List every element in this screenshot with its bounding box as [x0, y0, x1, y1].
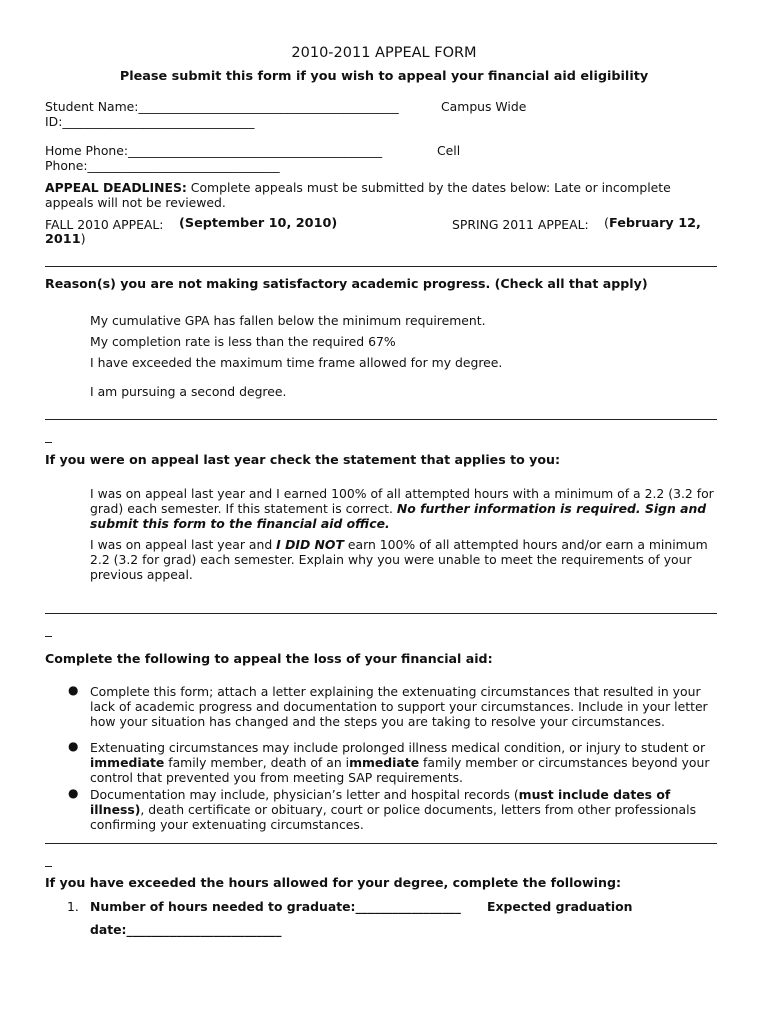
statement-2-text: I was on appeal last year and — [90, 537, 277, 552]
deadlines-label: APPEAL DEADLINES: — [45, 180, 187, 195]
reason-item[interactable]: My cumulative GPA has fallen below the minimum requirement. — [90, 313, 486, 328]
appeal-last-year-heading: If you were on appeal last year check the statement that applies to you: — [45, 452, 561, 467]
divider-stub — [45, 866, 52, 867]
loss-bullet-3 — [90, 787, 720, 832]
deadlines-text-2: appeals will not be reviewed. — [45, 195, 226, 210]
spring-appeal-label: SPRING 2011 APPEAL: — [452, 217, 589, 232]
deadlines-line — [45, 180, 671, 195]
loss-bullet-2 — [90, 740, 720, 785]
bullet-2-text: Extenuating circumstances may include prolonged illness medical condition, or injury to student or — [90, 740, 706, 755]
divider-stub — [45, 442, 52, 443]
spring-appeal-date — [604, 216, 701, 231]
bullet-dot: ● — [68, 683, 79, 697]
spring-date-open: ( — [604, 216, 609, 231]
loss-bullet-1: Complete this form; attach a letter explaining the extenuating circumstances that resulted in your lack of academic progress and documentation to support your circumstances. Include in your letter how your situation has changed and the steps you are taking to resolve your circumstances. — [90, 684, 708, 729]
bullet-3-emphasis: must include dates of illness) — [90, 787, 671, 817]
deadlines-text: Complete appeals must be submitted by the dates below: Late or incomplete — [186, 180, 671, 195]
spring-date-close: ) — [80, 232, 86, 247]
divider — [45, 843, 717, 844]
bullet-dot: ● — [68, 786, 79, 800]
bullet-3-text-end: , death certificate or obituary, court or police documents, letters from other professionals confirming your extenuating circumstances. — [90, 802, 697, 832]
spring-date-text: February 12, — [609, 216, 701, 231]
divider — [45, 613, 717, 614]
bullet-dot: ● — [68, 739, 79, 753]
reasons-heading: Reason(s) you are not making satisfactory academic progress. (Check all that apply) — [45, 276, 648, 291]
loss-heading: Complete the following to appeal the loss of your financial aid: — [45, 651, 493, 666]
cell-phone-field[interactable]: Phone:_______________________________ — [45, 158, 280, 173]
statement-2-emphasis: I DID NOT — [276, 537, 344, 552]
divider — [45, 419, 717, 420]
bullet-2-text-end: family member or circumstances beyond your control that prevented you from meeting SAP requirements. — [90, 755, 710, 785]
statement-1-text: I was on appeal last year and I earned 100% of all attempted hours with a minimum of a 2.2 (3.2 for grad) each semester. If this statement is correct. — [90, 486, 714, 516]
hours-item-number: 1. — [67, 899, 79, 914]
page-title: 2010-2011 APPEAL FORM — [291, 45, 477, 61]
divider — [45, 266, 717, 267]
page-subtitle: Please submit this form if you wish to appeal your financial aid eligibility — [119, 69, 649, 84]
campus-wide-label: Campus Wide — [441, 99, 527, 114]
divider-stub — [45, 636, 52, 637]
cell-label: Cell — [437, 143, 461, 158]
bullet-2-emphasis: immediate — [90, 755, 165, 770]
fall-appeal-date: (September 10, 2010) — [179, 216, 338, 231]
appeal-statement-1[interactable] — [90, 486, 720, 531]
fall-appeal-label: FALL 2010 APPEAL: — [45, 217, 164, 232]
home-phone-field[interactable]: Home Phone:_________________________________________ — [45, 143, 383, 158]
statement-1-emphasis: No further information is required. Sign and submit this form to the financial aid office. — [90, 501, 707, 531]
appeal-statement-2[interactable] — [90, 537, 720, 582]
reason-item[interactable]: My completion rate is less than the required 67% — [90, 334, 396, 349]
id-field[interactable]: ID:_______________________________ — [45, 114, 255, 129]
student-name-field[interactable]: Student Name:__________________________________________ — [45, 99, 399, 114]
reason-item[interactable]: I have exceeded the maximum time frame allowed for my degree. — [90, 355, 503, 370]
bullet-2-text-mid: family member, death of an i — [164, 755, 350, 770]
expected-graduation-label: Expected graduation — [487, 899, 633, 914]
bullet-2-emphasis-2: mmediate — [349, 755, 420, 770]
hours-heading: If you have exceeded the hours allowed for your degree, complete the following: — [45, 875, 622, 890]
spring-appeal-date-year-line — [45, 232, 86, 247]
spring-date-year: 2011 — [45, 232, 81, 247]
reason-item[interactable]: I am pursuing a second degree. — [90, 384, 287, 399]
bullet-3-text: Documentation may include, physician’s letter and hospital records ( — [90, 787, 519, 802]
hours-needed-field[interactable]: Number of hours needed to graduate:_________________ — [90, 899, 461, 914]
graduation-date-field[interactable]: date:_________________________ — [90, 922, 282, 937]
statement-2-text-rest: earn 100% of all attempted hours and/or earn a minimum 2.2 (3.2 for grad) each semester. Explain why you were unable to meet the requirements of your previous appeal. — [90, 537, 708, 582]
